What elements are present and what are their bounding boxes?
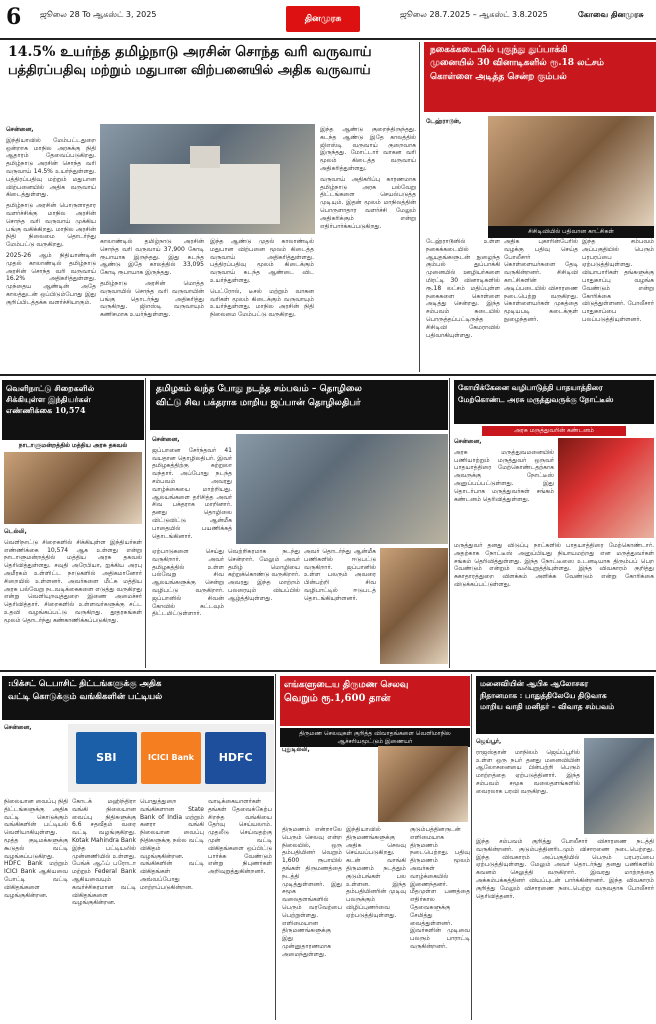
doctor-story bbox=[452, 378, 656, 668]
jewel-dateline: டேஹ்ராடூன், bbox=[426, 118, 462, 125]
wedding-col-3: குடும்பத்தினருடன் எளிமையாக திருமணம் நடைபெற்றது. பதிவு திருமணம் மூலம் அவர்கள் வாழ்க்கையில் இணைந்தனர். மீதமுள்ள பணத்தை எதிர்கால தேவைகளுக்கு சேமித்து வைத்துள்ளனர். இவர்களின் முடிவை பலரும் பாராட்டி வருகின்றனர். bbox=[410, 826, 470, 950]
banks-col-3: பொதுத்துறை வங்கிகளான State Bank of India மற்றும் கனரா வங்கி நிலையான வைப்பு நிதிகளுக்கு நல்ல வட்டி விகிதம் வழங்குகின்றன. வங்கிகளின் வட்டி விகிதங்கள் அவ்வப்போது மாற்றப்படுகின்றன. bbox=[140, 798, 204, 891]
lead-paragraph: தமிழ்நாடு அரசின் பொருளாதார வளர்ச்சிக்கு மாநில அரசின் சொந்த வரி வருவாய் முக்கிய பங்கு வகிக்கிறது. மாநில அரசின் நிதி நிலைமை தொடர்ந்து மேம்பட்டு வருகிறது. bbox=[6, 202, 96, 249]
fraud-body: இந்த சம்பவம் குறித்து போலீசார் விசாரணை நடத்தி வருகின்றனர். குடும்பத்தினரிடமும் விசாரணை நடைபெற்றது. இந்த விவகாரம் அப்பகுதியில் பெரும் பரபரப்பை ஏற்படுத்தியுள்ளது. மேலும் அவர் தொடர்ந்து தனது பணிகளில் கவனம் செலுத்தி வருகிறார். இவரது மாற்றத்தை அக்கம்பக்கத்தினர் வியப்புடன் பார்க்கின்றனர். இந்த விவகாரம் குறித்து மேலும் விசாரணை நடைபெற்று வருவதாக போலீசார் தெரிவித்தனர். bbox=[476, 838, 654, 900]
wedding-story bbox=[278, 674, 472, 1020]
jewel-headline-3: கொள்ளை அடித்த சென்ற கும்பல் bbox=[430, 71, 567, 82]
wedding-headline-1: எங்களுடைய திருமண செலவு bbox=[284, 680, 409, 690]
prisoners-headline-box bbox=[2, 380, 144, 440]
doctor-headline-box bbox=[454, 380, 654, 424]
prisoners-body bbox=[4, 528, 142, 664]
lead-story bbox=[0, 42, 420, 372]
prisoners-headline-3: எண்ணிக்கை 10,574 bbox=[6, 405, 86, 416]
banks-dateline-col bbox=[4, 724, 64, 794]
prisoners-text: வெளிநாட்டு சிறைகளில் சிக்கியுள்ள இந்தியர்கள் எண்ணிக்கை 10,574 ஆக உள்ளது என்று நாடாளுமன்றத்தில் மத்திய அரசு தகவல் தெரிவித்துள்ளது. சவுதி அரேபியா, ஐக்கிய அரபு அமீரகம் உள்ளிட்ட நாடுகளில் அதிகமானோர் சிறையில் உள்ளனர். அவர்களை மீட்க மத்திய அரசு பல்வேறு நடவடிக்கைகளை எடுத்து வருகிறது என்று வெளியுறவுத்துறை இணை அமைச்சர் தெரிவித்தார். சிறைகளில் உள்ளவர்களுக்கு சட்ட உதவி வழங்கப்பட்டு வருகிறது. தூதரகங்கள் மூலம் தொடர்ந்து கண்காணிக்கப்படுகிறது. bbox=[4, 538, 142, 624]
jewel-col-3: இந்த சம்பவம் அப்பகுதியில் பெரும் பரபரப்பை ஏற்படுத்தியுள்ளது. வியாபாரிகள் தங்களுக்கு பாதுகாப்பு வழங்க வேண்டும் என்று கோரிக்கை விடுத்துள்ளனர். போலீசார் பாதுகாப்பை பலப்படுத்தியுள்ளனர். bbox=[582, 238, 654, 323]
banks-col-1: நிலையான வைப்பு நிதி திட்டங்களுக்கு அதிக வட்டி கொடுக்கும் வங்கிகளின் பட்டியல் வெளியாகியுள்ளது. மூத்த குடிமக்களுக்கு கூடுதல் வட்டி வழங்கப்படுகிறது. HDFC Bank மற்றும் ICICI Bank ஆகியவை போட்டி வட்டி விகிதங்களை வழங்குகின்றன. bbox=[4, 798, 68, 899]
jewel-col-1-top bbox=[426, 118, 486, 228]
medical-photo bbox=[558, 438, 654, 538]
sbi-logo: SBI bbox=[76, 732, 137, 784]
right-date: ஜூலை 28.7.2025 – ஆகஸ்ட் 3.8.2025 bbox=[400, 10, 548, 19]
cctv-photo bbox=[488, 116, 654, 226]
cctv-caption: சிசிடிவியில் பதிவான காட்சிகள் bbox=[488, 226, 654, 238]
jewel-headline-box bbox=[424, 42, 656, 112]
fraud-photo bbox=[584, 738, 654, 834]
lead-col-3 bbox=[210, 238, 314, 370]
lead-dateline: சென்னை, bbox=[6, 126, 34, 133]
divider bbox=[0, 374, 656, 376]
fraud-story bbox=[474, 674, 656, 1020]
japan-col-1-top bbox=[152, 436, 232, 542]
fraud-col1-text: ராஜஸ்தான் மாநிலம் ஜெய்ப்பூரில் உள்ள ஒரு நபர் தனது மனைவியின் ஆலோசனையை பின்பற்றி பெரும் மாற்றத்தை ஏற்படுத்தினார். இந்த சம்பவம் சமூக வலைதளங்களில் வைரலாக பரவி வருகிறது. bbox=[476, 748, 580, 795]
japan-headline-2: விட்டு சிவ பக்தராக மாறிய ஜப்பான் தொழிலதிபர் bbox=[156, 398, 361, 409]
fraud-headline-3: மாறிய வாதி மனிதர் – விவாத சம்பவம் bbox=[480, 702, 615, 712]
lead-col4-para: இந்த ஆண்டு குறைந்திருந்தது. கடந்த ஆண்டு இதே காலத்தில் ஜிஎஸ்டி வருவாய் குறைவாக இருந்தது. மோட்டார் வாகன வரி மூலம் கிடைத்த வருவாய் அதிகரித்துள்ளது. bbox=[320, 126, 416, 172]
japan-col-2: ஏற்பாடுகளை செய்து வருகிறார். அவர் தமிழகத்தில் உள்ள பல்வேறு சிவ ஆலயங்களுக்கு சென்று வழிபட்டு வருகிறார். ஜப்பானில் சிவன் கோவில் கட்டவும் திட்டமிட்டுள்ளார். bbox=[152, 548, 224, 618]
wedding-col-2: இந்தியாவில் திருமணங்களுக்கு அதிக செலவு செய்யப்படுகிறது. கடன் வாங்கி திருமணம் நடத்தும் குடும்பங்கள் பல உள்ளன. இந்த தம்பதியினரின் முடிவு பலருக்கும் விழிப்புணர்வை ஏற்படுத்தியுள்ளது. bbox=[346, 826, 406, 919]
fraud-headline-box bbox=[476, 676, 654, 734]
banks-col-4: வாடிக்கையாளர்கள் தங்கள் தேவைக்கேற்ப சிறந்த வங்கியை தேர்வு செய்யலாம். முதலீடு செய்வதற்கு முன் வட்டி விகிதங்களை ஒப்பிட்டு பார்க்க வேண்டும் என்று நிபுணர்கள் அறிவுறுத்துகின்றனர். bbox=[208, 798, 272, 876]
hdfc-logo: HDFC bbox=[205, 732, 266, 784]
icici-logo: ICICI Bank bbox=[141, 732, 202, 784]
prisoners-dateline: டெல்லி, bbox=[4, 528, 27, 535]
japan-col-3: வெற்றிகரமாக நடந்து சென்றார். மேலும் அவர் தமிழ் மொழியை கற்றுக்கொண்டு வருகிறார். அவரது இந்த மாற்றம் பலரையும் வியப்பில் ஆழ்த்தியுள்ளது. bbox=[228, 548, 300, 602]
fraud-headline-1: மனைவியின் ஆபிசு ஆலோசகர bbox=[480, 679, 589, 688]
wedding-dateline: புதுடில்லி, bbox=[282, 746, 310, 753]
jewel-robbery-story bbox=[424, 42, 656, 372]
lead-col-4 bbox=[320, 126, 416, 370]
japan-col1-text: ஜப்பானை சேர்ந்தவர் 41 வயதான தொழிலதிபர். இவர் தமிழகத்திற்கு சுற்றுலா வந்தார். அப்போது நடந்த சம்பவம் அவரது வாழ்க்கையை மாற்றியது. ஆலயங்களை தரிசித்த அவர் சிவ பக்தராக மாறினார். தனது தொழிலை விட்டுவிட்டு ஆன்மீக பாதையில் பயணிக்கத் தொடங்கினார். bbox=[152, 446, 232, 540]
fraud-col-1 bbox=[476, 738, 580, 834]
japan-story bbox=[148, 378, 450, 668]
divider bbox=[0, 670, 656, 672]
banks-headline-1: :பிக்சட் டெபாசிட் திட்டங்களுக்கு அதிக bbox=[8, 679, 162, 689]
japan-photo-2 bbox=[380, 548, 448, 664]
jewel-headline-1: நகைக்கடையில் புகுந்து துப்பாக்கி bbox=[430, 45, 568, 55]
doctor-subhead: அரசு மருத்துவரின் கண்டனம் bbox=[482, 426, 626, 436]
prisoners-headline-1: வெளிநாட்டு சிறைகளில் bbox=[6, 383, 95, 393]
lead-col2-para: தமிழ்நாடு அரசின் மொத்த வருவாயில் சொந்த வரி வருவாயின் பங்கு தொடர்ந்து அதிகரித்து வருகிறது. ஜிஎஸ்டி வருவாயும் கணிசமாக உயர்ந்துள்ளது. bbox=[100, 279, 204, 319]
left-date: ஜூலை 28 To ஆகஸ்ட் 3, 2025 bbox=[40, 10, 157, 19]
lead-col2-para: காலாண்டில் தமிழ்நாடு அரசின் சொந்த வரி வருவாய் 37,900 கோடி ரூபாயாக இருந்தது. இது கடந்த ஆண்டு இதே காலத்தில் 33,095 கோடி ரூபாயாக இருந்தது. bbox=[100, 238, 204, 277]
japan-headline-1: தமிழகம் வந்த போது நடந்த சம்பவம் – தொழிலை bbox=[156, 384, 362, 394]
lead-paragraph: இந்தியாவில் மேம்பட்டதுறை ஒன்றாக மாநில அரசுக்கு நிதி ஆதாரம் தேவைப்படுகிறது. தமிழ்நாடு அரசின் சொந்த வரி வருவாய் 14.5% உயர்ந்துள்ளது. பத்திரப்பதிவு மற்றும் மதுபான விற்பனையில் அதிக வருவாய் கிடைத்துள்ளது. bbox=[6, 136, 96, 199]
lead-col-2 bbox=[100, 238, 204, 370]
page-header bbox=[0, 0, 656, 40]
jewel-col-1: டேஹ்ராடூனில் உள்ள நகைக்கடையில் ஆயுதங்களுடன் நுழைந்த கும்பல் துப்பாக்கி முனையில் ஊழியர்களை மிரட்டி 30 வினாடிகளில் ரூ.18 லட்சம் மதிப்புள்ள நகைகளை கொள்ளை அடித்து சென்றது. இந்த சம்பவம் கடையில் பொருத்தப்பட்டிருந்த சிசிடிவி கேமராவில் பதிவாகியுள்ளது. bbox=[426, 238, 500, 339]
lead-col3-para: இந்த ஆண்டு முதல் காலாண்டில் மதுபான விற்பனை மூலம் கிடைத்த வருவாய் அதிகரித்துள்ளது. பத்திரப்பதிவு மூலம் கிடைக்கும் வருவாய் கடந்த ஆண்டை விட உயர்ந்துள்ளது. bbox=[210, 238, 314, 284]
secretariat-photo bbox=[100, 124, 315, 234]
lead-col-1 bbox=[6, 126, 96, 370]
couple-photo bbox=[378, 746, 468, 822]
lead-col3-para: பெட்ரோல், டீசல் மற்றும் வாகன வரிகள் மூலம் கிடைக்கும் வருவாயும் உயர்ந்துள்ளது. மாநில அரசின் நிதி நிலைமை மேம்பட்டு வருகிறது. bbox=[210, 287, 314, 319]
jewel-col-2: அதிக புகாரின்பேரில் வழக்கு பதிவு செய்த போலீசார் கொள்ளையர்களை தேடி வருகின்றனர். சிசிடிவி காட்சிகளின் அடிப்படையில் விசாரணை நடைபெற்று வருகிறது. கொள்ளையர்கள் முகத்தை மூடியபடி கடைக்குள் நுழைந்தனர். bbox=[504, 238, 578, 323]
fraud-headline-2: நிதானமாக : பாதுத்திலேயே திடுவாக bbox=[480, 690, 607, 700]
japan-col-4: அவர் தொடர்ந்து ஆன்மீக பணிகளில் ஈடுபட்டு வருகிறார். ஜப்பானில் உள்ள பலரும் அவரை பின்பற்றி சிவ வழிபாட்டில் ஈடுபடத் தொடங்கியுள்ளனர். bbox=[304, 548, 376, 602]
doctor-headline-1: கோயிக்கேனை வழிபாடுத்தி பாதயாத்திரை bbox=[458, 383, 603, 392]
wedding-headline-box bbox=[280, 676, 470, 726]
doctor-col1-text: அரசு மருத்துவமனையில் பணியாற்றும் மருத்துவர் ஒருவர் பாதயாத்திரை மேற்கொண்டதற்காக அவருக்கு நோட்டீஸ் அனுப்பப்பட்டுள்ளது. இது தொடர்பாக மருத்துவர்கள் சங்கம் கண்டனம் தெரிவித்துள்ளது. bbox=[454, 448, 554, 503]
japan-photo bbox=[236, 434, 448, 544]
banks-dateline: சென்னை, bbox=[4, 724, 32, 731]
building-shape bbox=[130, 164, 280, 224]
banks-headline-2: வட்டி கொடுக்கும் வங்கிகளின் பட்டியல் bbox=[8, 691, 163, 702]
lead-col4-para: வருவாய் அதிகரிப்பு காரணமாக தமிழ்நாடு அரசு பல்வேறு திட்டங்களை செயல்படுத்த முடியும். இதன் மூலம் மாநிலத்தின் பொருளாதார வளர்ச்சி மேலும் அதிகரிக்கும் என்று எதிர்பார்க்கப்படுகிறது. bbox=[320, 175, 416, 230]
japan-headline-box bbox=[150, 380, 448, 430]
minister-photo bbox=[4, 452, 142, 524]
wedding-subhead: திருமண செலவுகள் குறித்த விவாதங்களை வெளிமாநில ஆச்சரியமூட்டும் இணையர் bbox=[280, 728, 470, 747]
banks-story bbox=[0, 674, 276, 1020]
prisoners-headline-2: சிக்கியுள்ள இந்தியர்கள் bbox=[6, 394, 91, 405]
jewel-headline-2: முனையில் 30 வினாடிகளில் ரூ.18 லட்சம் bbox=[430, 58, 604, 69]
wedding-headline-2: வெறும் ரூ.1,600 தான் bbox=[284, 693, 391, 705]
doctor-col-1 bbox=[454, 438, 554, 538]
fraud-dateline: ஜெய்பூர், bbox=[476, 738, 502, 745]
doctor-dateline: சென்னை, bbox=[454, 438, 482, 445]
wedding-col-1-top bbox=[282, 746, 374, 822]
lead-paragraph: 2025-26 ஆம் நிதியாண்டின் முதல் காலாண்டில் தமிழ்நாடு அரசின் சொந்த வரி வருவாய் 16.2% அதிகரித்துள்ளது. முந்தைய ஆண்டின் அதே காலத்துடன் ஒப்பிடும்போது இது குறிப்பிடத்தக்க வளர்ச்சியாகும். bbox=[6, 251, 96, 306]
banks-headline-box bbox=[2, 676, 274, 720]
page-number: 6 bbox=[6, 4, 22, 30]
wedding-col-1: திருமணம் என்றாலே பெரும் செலவு என்ற நிலையில், ஒரு தம்பதியினர் வெறும் 1,600 ரூபாயில் தங்கள் திருமணத்தை நடத்தி முடித்துள்ளனர். இது சமூக வலைதளங்களில் பெரும் வரவேற்பை பெற்றுள்ளது. எளிமையான திருமணங்களுக்கு இது முன்னுதாரணமாக அமைந்துள்ளது. bbox=[282, 826, 342, 958]
doctor-body: மருத்துவர் தனது விடுப்பு நாட்களில் பாதயாத்திரை மேற்கொண்டார். அதற்காக நோட்டீஸ் அனுப்பியது நியாயமற்றது என மருத்துவர்கள் சங்கம் தெரிவித்துள்ளது. இந்த நோட்டீஸை உடனடியாக திரும்பப் பெற வேண்டும் என்றும் வலியுறுத்தியுள்ளது. இந்த விவகாரம் குறித்து சுகாதாரத்துறை விளக்கம் அளிக்க வேண்டும் என்று கோரிக்கை விடுக்கப்பட்டுள்ளது. bbox=[454, 542, 654, 588]
prisoners-subhead: நாடாளுமன்றத்தில் மத்திய அரசு தகவல் bbox=[18, 442, 128, 449]
lead-headline-2: பத்திரப்பதிவு மற்றும் மதுபான விற்பனையில் அதிக வருவாய் bbox=[8, 64, 371, 78]
bank-logos bbox=[68, 724, 274, 792]
doctor-headline-2: மேற்கொண்ட அரசு மருத்துவருக்கு நோட்டீஸ் bbox=[458, 394, 614, 404]
edition-name: கோவை தினமுரசு bbox=[578, 10, 644, 19]
building-tower bbox=[190, 146, 220, 168]
lead-headline-1: 14.5% உயர்ந்த தமிழ்நாடு அரசின் சொந்த வரி வருவாய் bbox=[8, 44, 372, 60]
japan-dateline: சென்னை, bbox=[152, 436, 180, 443]
banks-col-2: கோடக் மஹிந்திரா வங்கி நிலையான வைப்பு நிதிகளுக்கு 6.6 சதவீதம் வரை வட்டி வழங்குகிறது. Kotak Mahindra Bank இந்த பட்டியலில் முன்னணியில் உள்ளது. பேங்க் ஆஃப் பரோடா மற்றும் Federal Bank ஆகியவையும் கவர்ச்சிகரமான வட்டி விகிதங்களை வழங்குகின்றன. bbox=[72, 798, 136, 907]
prisoners-story bbox=[0, 378, 146, 668]
masthead-logo: தினமுரசு bbox=[286, 6, 360, 32]
